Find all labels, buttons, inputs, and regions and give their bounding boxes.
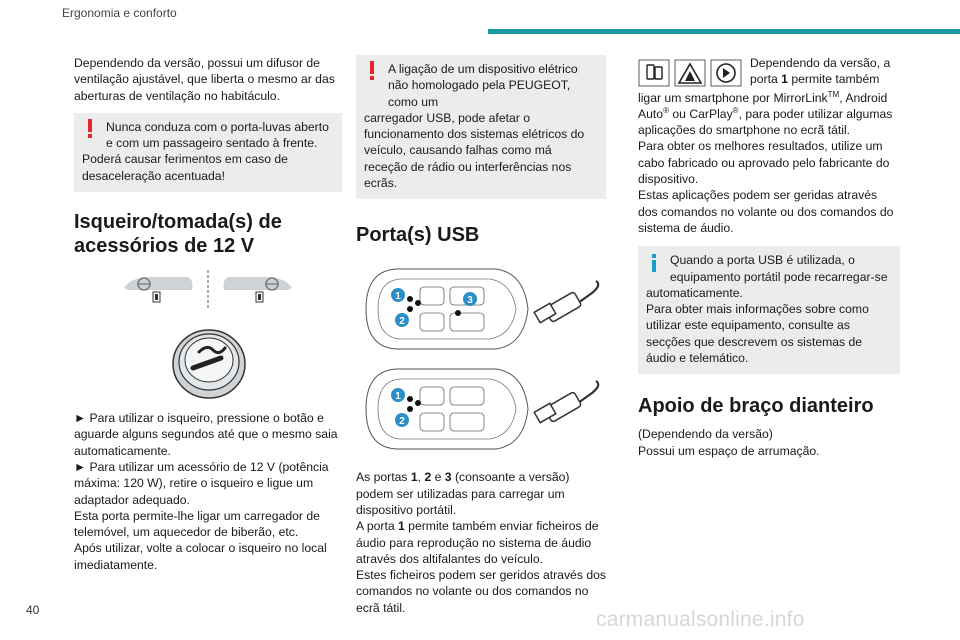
ventilation-intro: Dependendo da versão, possui um difusor de ventilação ajustável, que liberta o mesmo ar das aberturas de ventilação no habitáculo.	[74, 56, 335, 103]
usb-warning-first: A ligação de um dispositivo elétrico não homologado pela PEUGEOT, como um	[388, 62, 578, 109]
glovebox-warning-rest: Poderá causar ferimentos em caso de desaceleração acentuada!	[82, 152, 288, 183]
usb-files-management: Estes ficheiros podem ser geridos através dos comandos no volante ou dos comandos no ecrã tátil.	[356, 568, 606, 615]
header-accent-bar	[488, 29, 960, 34]
usb-heading: Porta(s) USB	[356, 224, 480, 247]
usb-diagram-bottom	[356, 363, 606, 455]
cigarette-lighter-illustration	[169, 324, 342, 400]
android-auto-icon	[675, 60, 705, 86]
usb-port-audio: A porta 1 permite também enviar ficheiros de áudio para reprodução no sistema de áudio através dos altifalantes do veículo.	[356, 519, 599, 566]
usb-info-box	[638, 246, 900, 374]
warning-icon	[369, 61, 375, 79]
glovebox-warning-box	[74, 113, 342, 192]
smartphone-intro-rest: ligar um smartphone por MirrorLink™, Android Auto® ou CarPlay®, para poder utilizar algumas aplicações do smartphone no ecrã tátil.	[638, 89, 893, 138]
right-dash-socket	[224, 277, 293, 302]
callout-1: 1	[395, 291, 401, 303]
usb-ports-charging: As portas 1, 2 e 3 (consoante a versão) podem ser utilizadas para carregar um dispositivo portátil.	[356, 470, 570, 517]
smartphone-intro-line1: Dependendo da versão, a porta 1 permite também	[750, 56, 891, 87]
usb-info-second: automaticamente.	[646, 285, 743, 300]
usb-plug-icon	[534, 381, 598, 423]
armrest-storage: Possui um espaço de arrumação.	[638, 443, 820, 458]
usb-warning-box	[356, 55, 606, 199]
column-3	[638, 55, 900, 459]
glovebox-warning-first: Nunca conduza com o porta-luvas aberto e com um passageiro sentado à frente.	[106, 119, 329, 151]
cigarette-lighter-icon	[169, 324, 249, 400]
dashboard-sockets-illustration	[120, 268, 342, 312]
left-dash-socket	[124, 277, 193, 302]
page-number: 40	[26, 603, 40, 617]
armrest-version: (Dependendo da versão)	[638, 427, 773, 442]
column-1	[74, 55, 342, 573]
header-title: Ergonomia e conforto	[62, 6, 177, 20]
column-2	[356, 55, 606, 616]
apps-management: Estas aplicações podem ser geridas através dos comandos no volante ou dos comandos do sistema de áudio.	[638, 188, 894, 235]
warning-icon	[87, 119, 93, 137]
cable-recommendation: Para obter os melhores resultados, utilize um cabo fabricado ou aprovado pelo fabricante do dispositivo.	[638, 139, 890, 187]
callout-3: 3	[467, 295, 473, 307]
connectivity-icons	[638, 59, 744, 87]
lighter-instruction-1: ► Para utilizar o isqueiro, pressione o botão e aguarde alguns segundos até que o mesmo saia automaticamente.	[74, 411, 338, 458]
usb-info-first: Quando a porta USB é utilizada, o equipamento portátil pode recarregar-se	[670, 253, 888, 284]
usb-plug-icon	[534, 281, 598, 323]
callout-1: 1	[395, 391, 401, 403]
usb-info-rest: Para obter mais informações sobre como utilizar este equipamento, consulte as secções que descrevem os sistemas de áudio e telemático.	[646, 302, 869, 366]
callout-2: 2	[399, 316, 405, 328]
info-icon	[651, 254, 657, 272]
smartphone-connection-block	[638, 55, 900, 138]
armrest-heading: Apoio de braço dianteiro	[638, 395, 874, 418]
socket-after-use: Após utilizar, volte a colocar o isqueiro no local imediatamente.	[74, 541, 327, 572]
usb-diagram-top	[356, 263, 606, 355]
socket-instruction-2: ► Para utilizar um acessório de 12 V (potência máxima: 120 W), retire o isqueiro e ligue um adaptador adequado.	[74, 459, 329, 507]
mirrorlink-icon	[639, 60, 669, 86]
lighter-heading: Isqueiro/tomada(s) de acessórios de 12 V	[74, 211, 282, 258]
usb-warning-rest: carregador USB, pode afetar o funcionamento dos sistemas elétricos do veículo, causando falhas como má receção de rádio ou interferências nos ecrãs.	[364, 110, 585, 191]
callout-2: 2	[399, 416, 405, 428]
socket-usage: Esta porta permite-lhe ligar um carregador de telemóvel, um aquecedor de biberão, etc.	[74, 508, 320, 540]
carplay-icon	[711, 60, 741, 86]
watermark: carmanualsonline.info	[596, 608, 805, 631]
